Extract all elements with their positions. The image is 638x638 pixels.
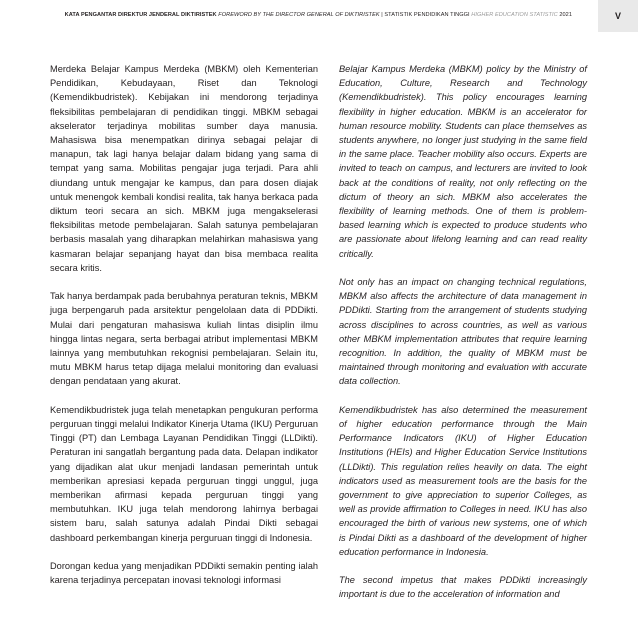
header-title-id: KATA PENGANTAR DIREKTUR JENDERAL DIKTIRISTEK — [64, 12, 217, 18]
paragraph-id-2: Tak hanya berdampak pada berubahnya peraturan teknis, MBKM juga berpengaruh pada arsitektur pengelolaan data di PDDikti. Mulai dari pengaturan mahasiswa kuliah lintas disiplin ilmu hingga lintas negara, serta berbagai atribut implementasi MBKM lainnya yang membutuhkan rekognisi pembelajaran. Selain itu, mutu MBKM harus tetap dijaga melalui monitoring dan evaluasi dengan pendataan yang akurat. — [50, 291, 318, 387]
paragraph-en-3: Kemendikbudristek has also determined the measurement of higher education performance through the Main Performance Indicators (IKU) of Higher Education Institutions (HEIs) and Higher Education Service Institutions (LLDikti). This regulation relies heavily on data. The eight indicators used as measurement tools are the basis for the government to give appreciation to superior Colleges, as well as provide affirmation to Colleges in need. IKU has also encouraged the birth of various new systems, one of which is Pindai Dikti as a dashboard of the development of higher education performance in Indonesia. — [339, 404, 587, 557]
paragraph-en-1: Belajar Kampus Merdeka (MBKM) policy by the Ministry of Education, Culture, Research and Technology (Kemendikbudristek). This policy encourages learning flexibility in higher education. MBKM is an accelerator for human resource mobility. Students can place themselves as students anywhere, no longer just studying in the same field in the same place. Teacher mobility also occurs. Experts are invited to teach on campus, and lecturers are invited to look back at the conditions of reality, not only reflecting on the dictum of theory an sich. MBKM also accelerates the flexibility of learning methods. One of them is problem-based learning which is expected to produce students who are passionate about lifelong learning and can read reality critically. — [339, 64, 587, 259]
header-separator: | — [381, 12, 383, 18]
paragraph-id-1: Merdeka Belajar Kampus Merdeka (MBKM) oleh Kementerian Pendidikan, Kebudayaan, Riset dan Teknologi (Kemendikbudristek). Kebijakan ini mendorong terjadinya fleksibilitas pembelajaran di pendidikan tinggi. MBKM sebagai akselerator terjadinya mobilitas sumber daya manusia. Mahasiswa bisa menempatkan dirinya sebagai pelajar di manapun, tak lagi hanya belajar dalam bidang yang sama di tempat yang sama. Mobilitas pengajar juga terjadi. Para ahli diundang untuk mengajar ke kampus, dan para dosen diajak untuk menengok kembali kondisi realita, tak hanya berkaca pada diktum teori secara an sich. MBKM juga mengakselerasi fleksibilitas metode pembelajaran. Salah satunya pembelajaran berbasis masalah yang diharapkan melahirkan mahasiswa yang kasmaran belajar sepanjang hayat dan bisa membaca realita secara kritis. — [50, 64, 318, 273]
paragraph-id-3: Kemendikbudristek juga telah menetapkan pengukuran performa perguruan tinggi melalui Indikator Kinerja Utama (IKU) Perguruan Tinggi (PT) dan Lembaga Layanan Pendidikan Tinggi (LLDikti). Peraturan ini sangatlah bergantung pada data. Delapan indikator yang dijadikan alat ukur menjadi landasan pemerintah untuk memberikan apresiasi kepada perguruan tinggi unggul, juga memberikan afirmasi kepada perguruan tinggi yang membutuhkan. IKU juga telah mendorong lahirnya berbagai sistem baru, salah satunya adalah Pindai Dikti sebagai dashboard perkembangan kinerja perguruan tinggi di Indonesia. — [50, 404, 318, 543]
header-publication: STATISTIK PENDIDIKAN TINGGI — [384, 12, 470, 18]
page-number: V — [598, 0, 638, 32]
running-header — [0, 0, 638, 34]
header-publication-en: HIGHER EDUCATION STATISTIC — [471, 12, 558, 18]
header-year: 2021 — [559, 12, 572, 18]
paragraph-en-2: Not only has an impact on changing technical regulations, MBKM also affects the architecture of data management in PDDikti. Starting from the arrangement of students studying across disciplines to across countries, as well as various other MBKM implementation attributes that require learning recognition. In addition, the quality of MBKM must be maintained through monitoring and evaluation with accurate data collection. — [339, 277, 587, 387]
header-title-en: FOREWORD BY THE DIRECTOR GENERAL OF DIKTIRISTEK — [218, 12, 380, 18]
english-text-column — [339, 62, 587, 616]
paragraph-en-4: The second impetus that makes PDDikti increasingly important is due to the acceleration of information and — [339, 575, 587, 600]
header-text — [65, 12, 572, 18]
paragraph-id-4: Dorongan kedua yang menjadikan PDDikti semakin penting ialah karena terjadinya percepatan inovasi teknologi informasi — [50, 561, 318, 586]
indonesian-text-column — [50, 62, 318, 602]
